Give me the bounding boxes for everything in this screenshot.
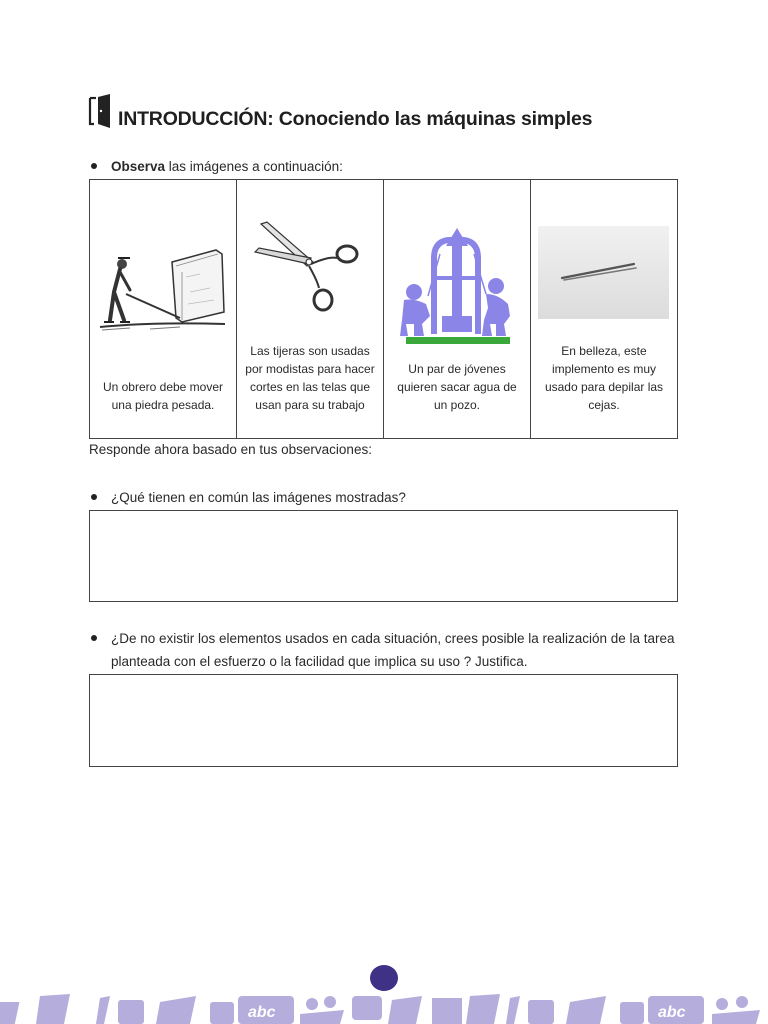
scissors-icon (237, 218, 384, 318)
footer-badge-1: abc (248, 1004, 276, 1021)
section-header (88, 94, 688, 134)
tweezers-photo (538, 226, 669, 319)
caption-tweezers: En belleza, este implemento es muy usado para depilar las cejas. (544, 344, 664, 412)
answer-box-2[interactable] (89, 674, 678, 767)
caption-scissors: Las tijeras son usadas por modistas para hacer cortes en las telas que usan para su trabajo (245, 344, 375, 412)
image-cell-tweezers (531, 180, 677, 438)
tweezers-icon (538, 226, 669, 319)
well-pulley-icon (384, 224, 531, 349)
caption-well: Un par de jóvenes quieren sacar agua de un pozo. (397, 362, 517, 412)
image-cell-well (384, 180, 531, 438)
instruction-bold: Observa (111, 159, 166, 174)
answer-box-1[interactable] (89, 510, 678, 602)
page-title: INTRODUCCIÓN: Conociendo las máquinas simples (118, 108, 593, 130)
question-1: ¿Qué tienen en común las imágenes mostradas? (111, 486, 406, 509)
footer-pattern (0, 990, 768, 1024)
image-cell-worker (90, 180, 237, 438)
responde-instruction: Responde ahora basado en tus observaciones: (89, 442, 372, 457)
instruction-text: las imágenes a continuación: (165, 159, 343, 174)
question-2: ¿De no existir los elementos usados en cada situación, crees posible la realización de la tarea planteada con el esfuerzo o la facilidad que implica su uso ? Justifica. (111, 627, 691, 673)
images-table (89, 179, 678, 439)
caption-worker: Un obrero debe mover una piedra pesada. (102, 380, 224, 412)
door-icon (88, 94, 114, 128)
footer-badge-2: abc (658, 1004, 686, 1021)
image-cell-scissors (237, 180, 384, 438)
page-number-marker (370, 965, 398, 991)
worker-lever-icon (90, 242, 237, 337)
instruction-bullet (111, 155, 343, 178)
